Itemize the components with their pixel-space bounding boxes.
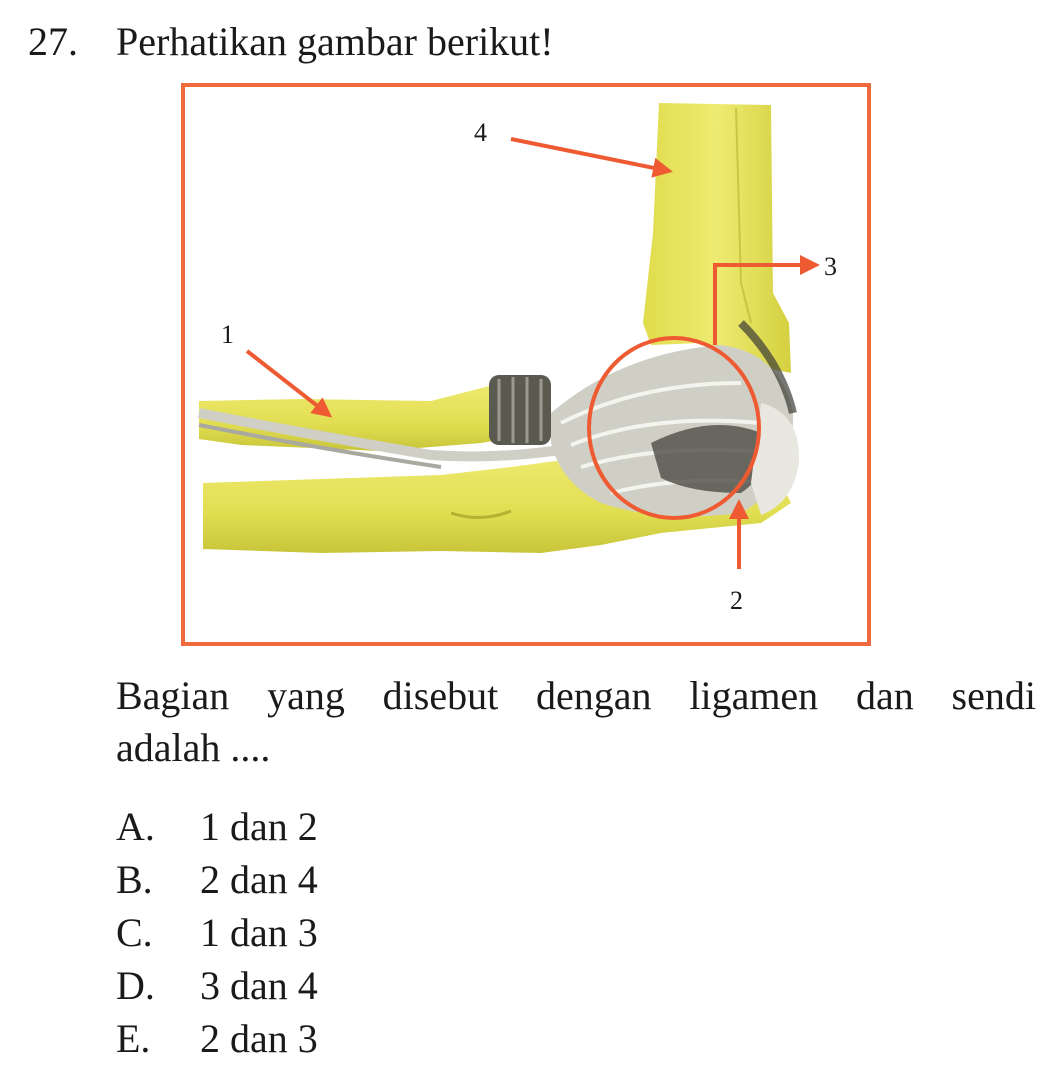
option-letter: A. [116,804,155,849]
label-1: 1 [221,320,234,349]
label-3: 3 [824,252,837,281]
option-letter: C. [116,910,153,955]
option-e[interactable] [116,1012,318,1065]
option-text: 2 dan 4 [200,857,318,902]
option-text: 1 dan 2 [200,804,318,849]
label-2: 2 [730,586,743,615]
option-letter: E. [116,1016,151,1061]
elbow-figure [181,83,871,646]
option-letter: D. [116,963,155,1008]
question-text-line-2: adalah .... [116,725,271,770]
option-d[interactable] [116,959,318,1012]
question-header [28,18,554,66]
question-text [116,670,1036,774]
option-c[interactable] [116,906,318,959]
option-text: 3 dan 4 [200,963,318,1008]
answer-options [116,800,318,1065]
label-4: 4 [474,118,487,147]
option-b[interactable] [116,853,318,906]
question-intro: Perhatikan gambar berikut! [116,19,554,64]
option-text: 1 dan 3 [200,910,318,955]
elbow-joint-illustration [181,83,871,646]
question-text-line-1: Bagian yang disebut dengan ligamen dan sendi [116,673,1036,718]
option-text: 2 dan 3 [200,1016,318,1061]
option-letter: B. [116,857,153,902]
question-number: 27. [28,19,78,64]
option-a[interactable] [116,800,318,853]
